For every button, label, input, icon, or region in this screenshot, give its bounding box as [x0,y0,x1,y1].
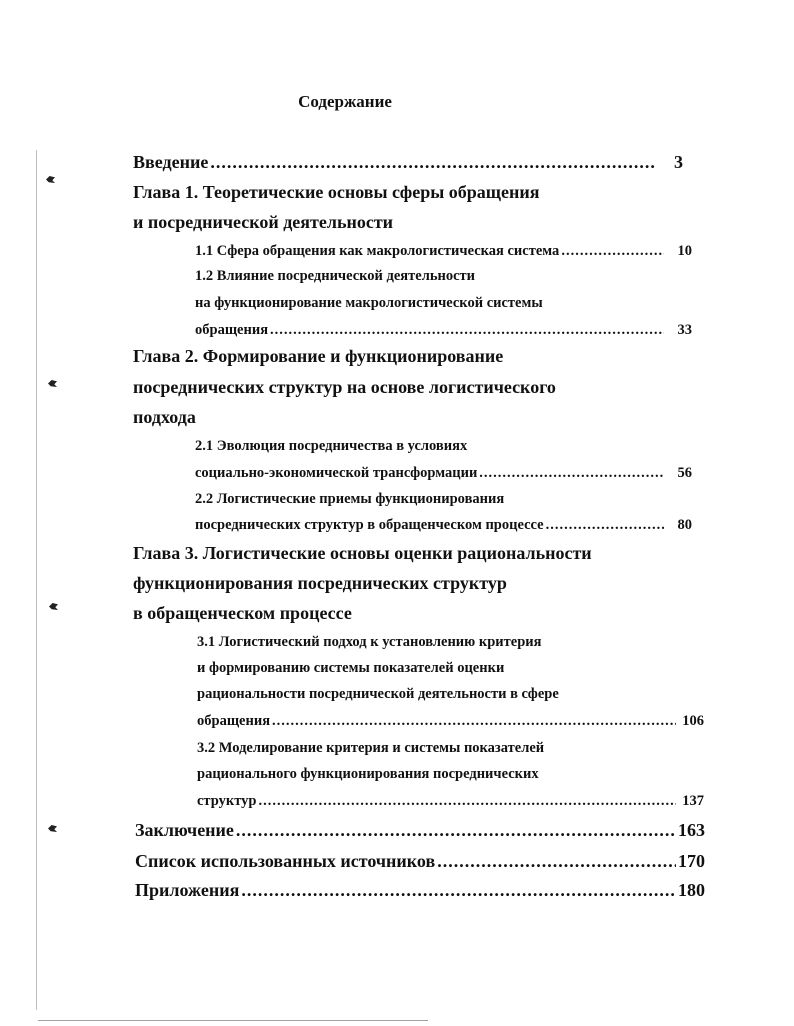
toc-leader [272,713,676,730]
chapter-3-title: Глава 3. Логистические основы оценки рациональности [133,543,592,563]
section-3-1-title: 3.1 Логистический подход к установлению критерия [197,634,542,650]
section-3-1-title-cont: и формированию системы показателей оценки [197,660,505,676]
scan-mark [48,825,57,832]
toc-label: социально-экономической трансформации [195,465,478,481]
section-1-2-title: 1.2 Влияние посреднической деятельности [195,268,476,284]
toc-leader [258,793,676,810]
chapter-3-title-cont: функционирования посреднических структур [133,573,507,593]
toc-leader [241,880,676,901]
toc-leader [546,517,664,534]
toc-label: посреднических структур в обращенческом процессе [195,517,544,533]
toc-label: структур [197,793,257,809]
section-2-1-title: 2.1 Эволюция посредничества в условиях [195,438,468,454]
toc-entry-appendix [135,880,705,901]
chapter-2-title: Глава 2. Формирование и функционирование [133,346,504,366]
scan-bottom-edge [38,1020,428,1021]
toc-label: Заключение [135,820,234,840]
toc-entry-sources [135,851,705,872]
scan-mark [49,603,58,610]
scan-mark [48,380,57,387]
toc-label: Приложения [135,880,240,900]
toc-leader [236,820,676,841]
toc-entry-intro [133,152,683,173]
chapter-2-title-cont: посреднических структур на основе логистического [133,377,556,397]
scan-mark [46,176,55,183]
toc-leader [210,152,655,173]
toc-leader [479,465,664,482]
toc-page: 10 [677,243,692,259]
toc-entry-1-1 [195,243,692,260]
toc-label: Введение [133,152,209,172]
toc-entry-2-2 [195,517,692,534]
scan-left-edge [36,150,37,1010]
chapter-2-title-cont: подхода [133,407,196,427]
section-3-1-title-cont: рациональности посреднической деятельности в сфере [197,686,559,702]
chapter-1-title: Глава 1. Теоретические основы сферы обращения [133,182,540,202]
chapter-3-title-cont: в обращенческом процессе [133,603,352,623]
toc-page: 163 [678,820,705,840]
toc-page: 106 [682,713,704,729]
section-3-2-title-cont: рационального функционирования посреднических [197,766,539,782]
toc-entry-2-1 [195,465,692,482]
toc-entry-conclusion [135,820,705,841]
toc-page: 56 [677,465,692,481]
section-3-2-title: 3.2 Моделирование критерия и системы показателей [197,740,545,756]
toc-page: 170 [678,851,705,871]
toc-label: обращения [195,322,269,338]
toc-page: 180 [678,880,705,900]
toc-entry-3-1 [197,713,704,730]
toc-page: 3 [674,152,683,172]
toc-entry-1-2 [195,322,692,339]
toc-label: 1.1 Сфера обращения как макрологистическая система [195,243,560,259]
toc-entry-3-2 [197,793,704,810]
toc-page: 137 [682,793,704,809]
toc-label: обращения [197,713,271,729]
toc-page: 33 [677,322,692,338]
page-title: Содержание [298,92,392,111]
toc-label: Список использованных источников [135,851,436,871]
toc-leader [561,243,664,260]
section-1-2-title-cont: на функционирование макрологистической системы [195,295,543,311]
section-2-2-title: 2.2 Логистические приемы функционирования [195,491,505,507]
toc-leader [437,851,676,872]
toc-page: 80 [677,517,692,533]
chapter-1-title-cont: и посреднической деятельности [133,212,394,232]
toc-leader [270,322,664,339]
